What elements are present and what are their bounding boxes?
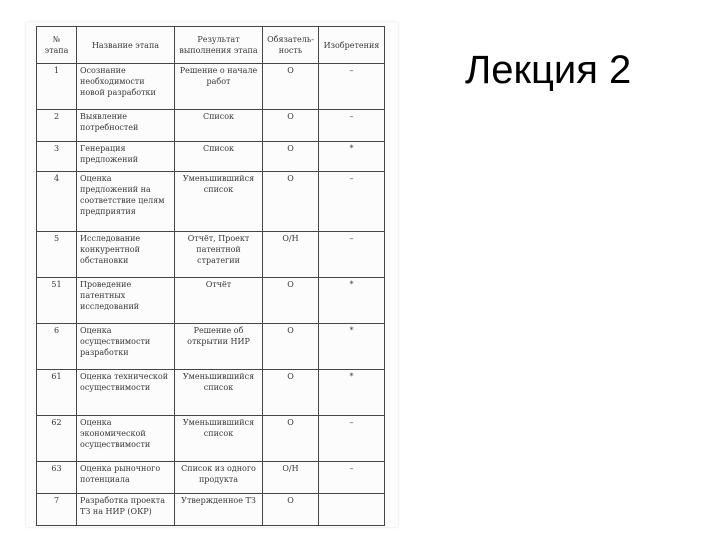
- cell-number: 5: [37, 232, 77, 278]
- table-row: [37, 64, 385, 110]
- cell-result: Уменьшившийся список: [175, 416, 263, 462]
- cell-result: Список: [175, 142, 263, 172]
- header-stage-number: № этапа: [37, 27, 77, 64]
- cell-invention: *: [319, 370, 385, 416]
- cell-result: Отчёт: [175, 278, 263, 324]
- cell-name: Выявление потребностей: [77, 110, 175, 142]
- table-row: [37, 110, 385, 142]
- cell-invention: *: [319, 324, 385, 370]
- cell-name: Исследование конкурентной обстановки: [77, 232, 175, 278]
- cell-result: Список из одного продукта: [175, 462, 263, 494]
- cell-required: О: [263, 278, 319, 324]
- table-row: [37, 232, 385, 278]
- cell-number: 7: [37, 494, 77, 526]
- table-row: [37, 142, 385, 172]
- cell-result: Решение об открытии НИР: [175, 324, 263, 370]
- cell-required: О: [263, 324, 319, 370]
- cell-number: 2: [37, 110, 77, 142]
- cell-invention: *: [319, 142, 385, 172]
- cell-number: 4: [37, 172, 77, 232]
- cell-name: Разработка проекта ТЗ на НИР (ОКР): [77, 494, 175, 526]
- cell-invention: –: [319, 172, 385, 232]
- cell-invention: –: [319, 462, 385, 494]
- cell-invention: –: [319, 232, 385, 278]
- cell-number: 51: [37, 278, 77, 324]
- cell-required: О: [263, 494, 319, 526]
- table-header-row: [37, 27, 385, 64]
- cell-number: 62: [37, 416, 77, 462]
- header-stage-result: Результат выполнения этапа: [175, 27, 263, 64]
- table-row: [37, 494, 385, 526]
- table-row: [37, 278, 385, 324]
- table-row: [37, 324, 385, 370]
- slide-title: Лекция 2: [465, 48, 632, 92]
- table-row: [37, 462, 385, 494]
- table-row: [37, 172, 385, 232]
- cell-required: О/Н: [263, 462, 319, 494]
- header-stage-name: Название этапа: [77, 27, 175, 64]
- cell-required: О: [263, 110, 319, 142]
- cell-name: Оценка технической осуществимости: [77, 370, 175, 416]
- cell-number: 6: [37, 324, 77, 370]
- cell-invention: *: [319, 278, 385, 324]
- cell-required: О/Н: [263, 232, 319, 278]
- cell-required: О: [263, 64, 319, 110]
- cell-name: Оценка осуществимости разработки: [77, 324, 175, 370]
- cell-required: О: [263, 142, 319, 172]
- header-required: Обязатель-ность: [263, 27, 319, 64]
- table-row: [37, 370, 385, 416]
- cell-invention: [319, 494, 385, 526]
- cell-name: Оценка предложений на соответствие целям предприятия: [77, 172, 175, 232]
- cell-name: Оценка рыночного потенциала: [77, 462, 175, 494]
- scanned-table-image: [26, 22, 398, 527]
- cell-result: Отчёт, Проект патентной стратегии: [175, 232, 263, 278]
- cell-number: 63: [37, 462, 77, 494]
- cell-name: Генерация предложений: [77, 142, 175, 172]
- cell-result: Уменьшившийся список: [175, 370, 263, 416]
- cell-number: 3: [37, 142, 77, 172]
- cell-result: Утвержденное ТЗ: [175, 494, 263, 526]
- cell-required: О: [263, 172, 319, 232]
- cell-result: Уменьшившийся список: [175, 172, 263, 232]
- cell-name: Осознание необходимости новой разработки: [77, 64, 175, 110]
- cell-name: Оценка экономической осуществимости: [77, 416, 175, 462]
- cell-invention: –: [319, 416, 385, 462]
- header-inventions: Изобретения: [319, 27, 385, 64]
- cell-required: О: [263, 370, 319, 416]
- cell-result: Список: [175, 110, 263, 142]
- cell-name: Проведение патентных исследований: [77, 278, 175, 324]
- cell-invention: –: [319, 110, 385, 142]
- cell-required: О: [263, 416, 319, 462]
- cell-number: 61: [37, 370, 77, 416]
- stages-table: [36, 26, 385, 526]
- cell-result: Решение о начале работ: [175, 64, 263, 110]
- table-row: [37, 416, 385, 462]
- cell-invention: –: [319, 64, 385, 110]
- cell-number: 1: [37, 64, 77, 110]
